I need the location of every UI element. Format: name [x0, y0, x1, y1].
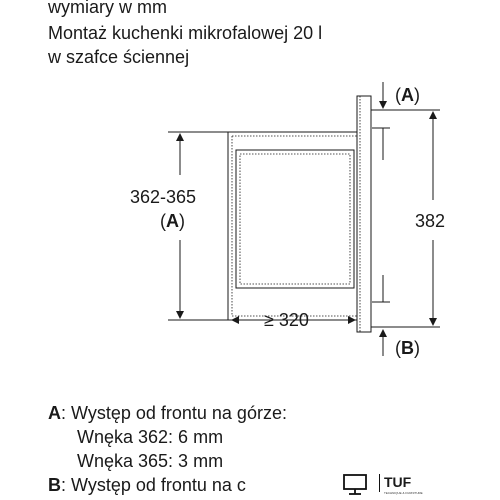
watermark	[336, 470, 500, 500]
watermark-divider	[379, 474, 380, 492]
legend-b-text: : Występ od frontu na c	[61, 475, 246, 495]
header-units: wymiary w mm	[48, 0, 167, 17]
bottom-offset-arrows	[372, 275, 390, 356]
top-offset-arrows	[372, 82, 390, 160]
legend-a-line1: Wnęka 362: 6 mm	[77, 427, 224, 447]
cabinet-outline	[228, 132, 357, 320]
header-subtitle: w szafce ściennej	[48, 47, 190, 67]
legend-b-key: B	[48, 475, 61, 495]
left-height-marker: (A)	[160, 211, 185, 231]
front-frame	[357, 96, 371, 332]
depth-value: ≥ 320	[264, 310, 309, 330]
left-marker-letter: A	[166, 211, 179, 231]
microwave-body	[236, 150, 354, 288]
bottom-marker-letter: B	[401, 338, 414, 358]
legend-a-text: : Występ od frontu na górze:	[61, 403, 287, 423]
legend-a-key: A	[48, 403, 61, 423]
legend-b-title	[48, 474, 246, 496]
monitor-icon	[342, 473, 372, 497]
top-offset-marker: (A)	[395, 85, 420, 105]
left-height-value: 362-365	[130, 187, 197, 207]
bottom-offset-marker: (B)	[395, 338, 420, 358]
watermark-brand: TUF	[384, 474, 412, 490]
header-title: Montaż kuchenki mikrofalowej 20 l	[48, 23, 323, 43]
watermark-subtitle: TECHNIQUE & FURNITURE	[384, 491, 423, 495]
top-marker-letter: A	[401, 85, 414, 105]
legend-a-line2: Wnęka 365: 3 mm	[77, 451, 224, 471]
right-height-value: 382	[415, 211, 446, 231]
legend-a-title	[48, 402, 287, 424]
